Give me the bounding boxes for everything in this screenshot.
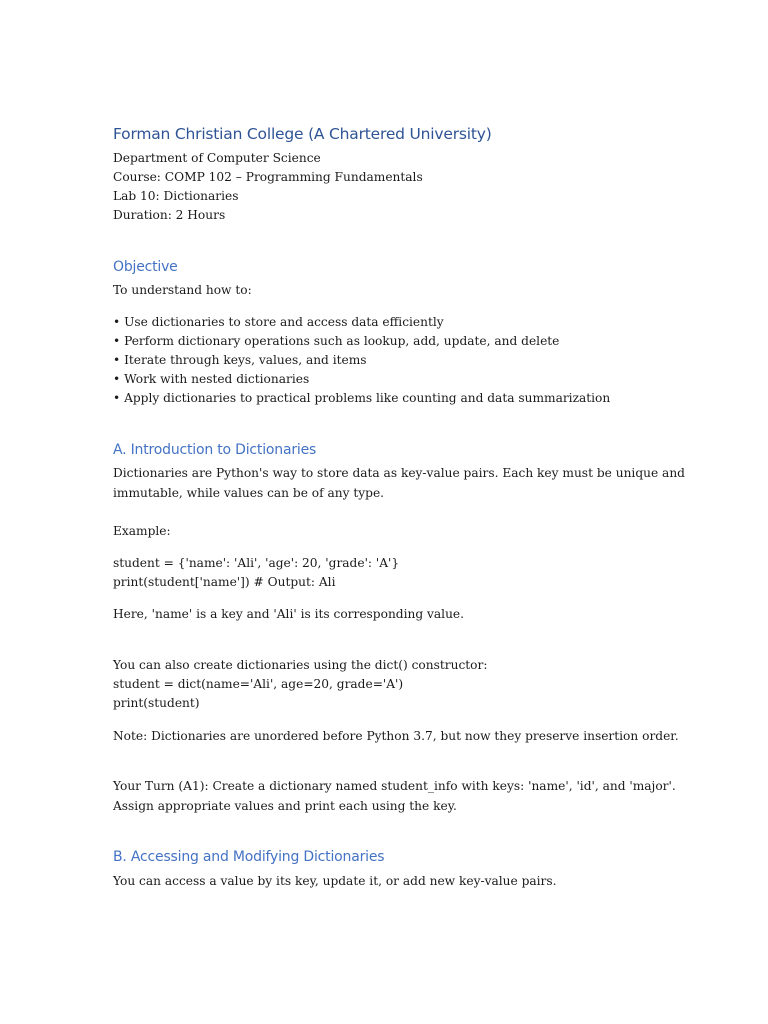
duration-line: Duration: 2 Hours	[113, 208, 226, 222]
your-turn-text: Your Turn (A1): Create a dictionary named student_info with keys: 'name', 'id', and 'major'.	[113, 779, 676, 793]
code-line: student = dict(name='Ali', age=20, grade='A')	[113, 677, 404, 691]
objective-bullet: • Perform dictionary operations such as lookup, add, update, and delete	[113, 334, 560, 348]
section-a-paragraph: Dictionaries are Python's way to store data as key-value pairs. Each key must be unique and	[113, 466, 685, 480]
dict-constructor-intro: You can also create dictionaries using the dict() constructor:	[113, 658, 488, 672]
objective-heading: Objective	[113, 259, 178, 275]
objective-bullet: • Work with nested dictionaries	[113, 372, 310, 386]
example-label: Example:	[113, 524, 171, 538]
code-line: print(student['name']) # Output: Ali	[113, 575, 336, 589]
objective-intro: To understand how to:	[113, 283, 252, 297]
objective-bullet: • Use dictionaries to store and access data efficiently	[113, 315, 444, 329]
note-text: Note: Dictionaries are unordered before Python 3.7, but now they preserve insertion order.	[113, 729, 679, 743]
section-b-heading: B. Accessing and Modifying Dictionaries	[113, 849, 385, 865]
code-line: print(student)	[113, 696, 200, 710]
lab-line: Lab 10: Dictionaries	[113, 189, 239, 203]
course-line: Course: COMP 102 – Programming Fundamentals	[113, 170, 423, 184]
document-title: Forman Christian College (A Chartered University)	[113, 125, 492, 143]
objective-bullet: • Iterate through keys, values, and items	[113, 353, 367, 367]
your-turn-text: Assign appropriate values and print each using the key.	[113, 799, 457, 813]
explanation-text: Here, 'name' is a key and 'Ali' is its corresponding value.	[113, 607, 465, 621]
section-b-paragraph: You can access a value by its key, update it, or add new key-value pairs.	[113, 874, 557, 888]
section-a-paragraph: immutable, while values can be of any type.	[113, 486, 385, 500]
section-a-heading: A. Introduction to Dictionaries	[113, 442, 317, 458]
department-line: Department of Computer Science	[113, 151, 321, 165]
objective-bullet: • Apply dictionaries to practical problems like counting and data summarization	[113, 391, 611, 405]
code-line: student = {'name': 'Ali', 'age': 20, 'grade': 'A'}	[113, 556, 400, 570]
